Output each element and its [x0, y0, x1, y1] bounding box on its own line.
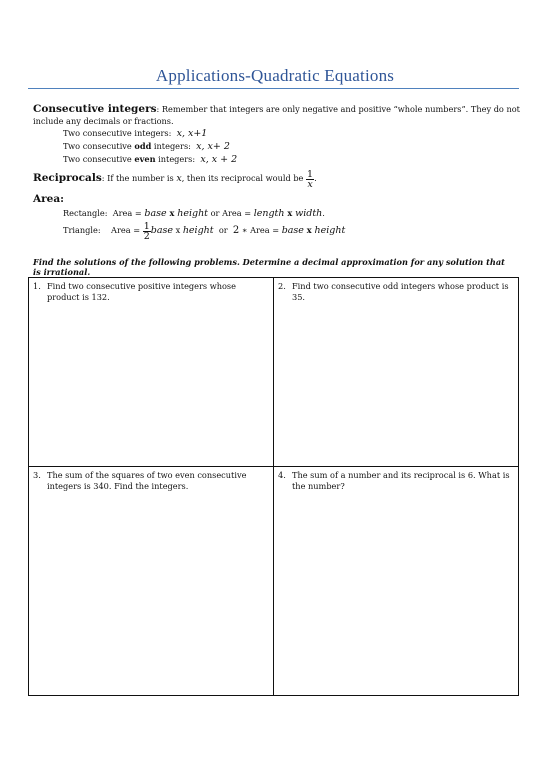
consecutive-line-1	[63, 128, 207, 139]
problem-3-text: The sum of the squares of two even consecutive integers is 340. Find the integers.	[47, 470, 247, 491]
table-row	[29, 278, 519, 467]
problem-4-cell	[274, 467, 519, 696]
problem-1-number: 1.	[33, 281, 41, 291]
tri-star: ∗	[241, 225, 248, 235]
tri-label: Triangle:	[63, 225, 101, 235]
problem-1-text: Find two consecutive positive integers whose product is 132.	[47, 281, 236, 302]
page-title: Applications-Quadratic Equations	[155, 66, 395, 85]
rect-height: height	[177, 208, 208, 219]
line3-pre: Two consecutive	[63, 154, 135, 164]
tri-denominator: 2	[143, 230, 150, 242]
problem-4-number: 4.	[278, 470, 286, 480]
problem-2-number: 2.	[278, 281, 286, 291]
reciprocal-fraction	[306, 170, 314, 189]
problem-3-number: 3.	[33, 470, 41, 480]
rect-times-1: x	[166, 208, 178, 218]
tri-formula2: Area =	[250, 225, 282, 235]
title-rule	[28, 88, 519, 89]
consecutive-heading: Consecutive integers	[33, 103, 157, 115]
tri-two: 2	[232, 225, 240, 236]
tri-times: x	[172, 225, 183, 235]
line2-post: integers:	[151, 141, 191, 151]
tri-formula1: Area =	[111, 225, 141, 235]
line1-label: Two consecutive integers:	[63, 128, 172, 138]
line2-pre: Two consecutive	[63, 141, 135, 151]
problems-table	[28, 277, 519, 696]
triangle-fraction	[143, 222, 151, 241]
tri-numerator: 1	[143, 220, 150, 232]
table-row	[29, 467, 519, 696]
tri-f2-base: base	[281, 225, 304, 236]
instructions-line-2: is irrational.	[33, 267, 91, 277]
line1-expr: x, x+1	[176, 128, 208, 139]
rect-end: .	[322, 208, 325, 218]
line2-bold: odd	[134, 141, 152, 151]
rect-formula1: Area =	[112, 208, 145, 218]
consecutive-intro-cont: include any decimals or fractions.	[33, 116, 174, 126]
reciprocal-numerator: 1	[307, 168, 314, 180]
problem-2-text: Find two consecutive odd integers whose product is 35.	[292, 281, 509, 302]
rect-base: base	[144, 208, 167, 219]
rect-formula2: Area =	[222, 208, 254, 218]
problem-4-text: The sum of a number and its reciprocal is 6. What is the number?	[292, 470, 510, 491]
consecutive-intro-line	[33, 104, 520, 115]
rect-times-2: x	[284, 208, 296, 218]
reciprocals-end: .	[314, 173, 317, 183]
reciprocals-line	[33, 166, 317, 191]
reciprocals-heading: Reciprocals	[33, 172, 102, 184]
area-triangle-line	[63, 218, 345, 243]
rect-width: width	[295, 208, 323, 219]
tri-f2-times: x	[303, 225, 315, 235]
consecutive-intro: : Remember that integers are only negative and positive “whole numbers”. They do not	[156, 104, 520, 114]
reciprocals-text-post: , then its reciprocal would be	[181, 173, 304, 183]
tri-f2-height: height	[314, 225, 346, 236]
reciprocals-var: x	[176, 173, 182, 184]
rect-label: Rectangle:	[63, 208, 108, 218]
consecutive-line-2	[63, 141, 230, 152]
problem-2-cell	[274, 278, 519, 467]
reciprocals-text-pre: : If the number is	[101, 173, 177, 183]
area-heading: Area:	[33, 193, 65, 205]
instructions-line-1: Find the solutions of the following problems. Determine a decimal approximation for any solution that	[33, 257, 505, 267]
line2-expr: x, x+ 2	[196, 141, 230, 152]
consecutive-line-3	[63, 154, 237, 165]
line3-bold: even	[134, 154, 156, 164]
rect-or: or	[208, 208, 223, 218]
reciprocal-denominator: x	[307, 178, 313, 190]
problem-1-cell	[29, 278, 274, 467]
rect-length: length	[253, 208, 285, 219]
tri-or: or	[218, 225, 228, 235]
line3-expr: x, x + 2	[200, 154, 238, 165]
line3-post: integers:	[155, 154, 196, 164]
tri-height: height	[182, 225, 214, 236]
tri-base: base	[150, 225, 173, 236]
problem-3-cell	[29, 467, 274, 696]
